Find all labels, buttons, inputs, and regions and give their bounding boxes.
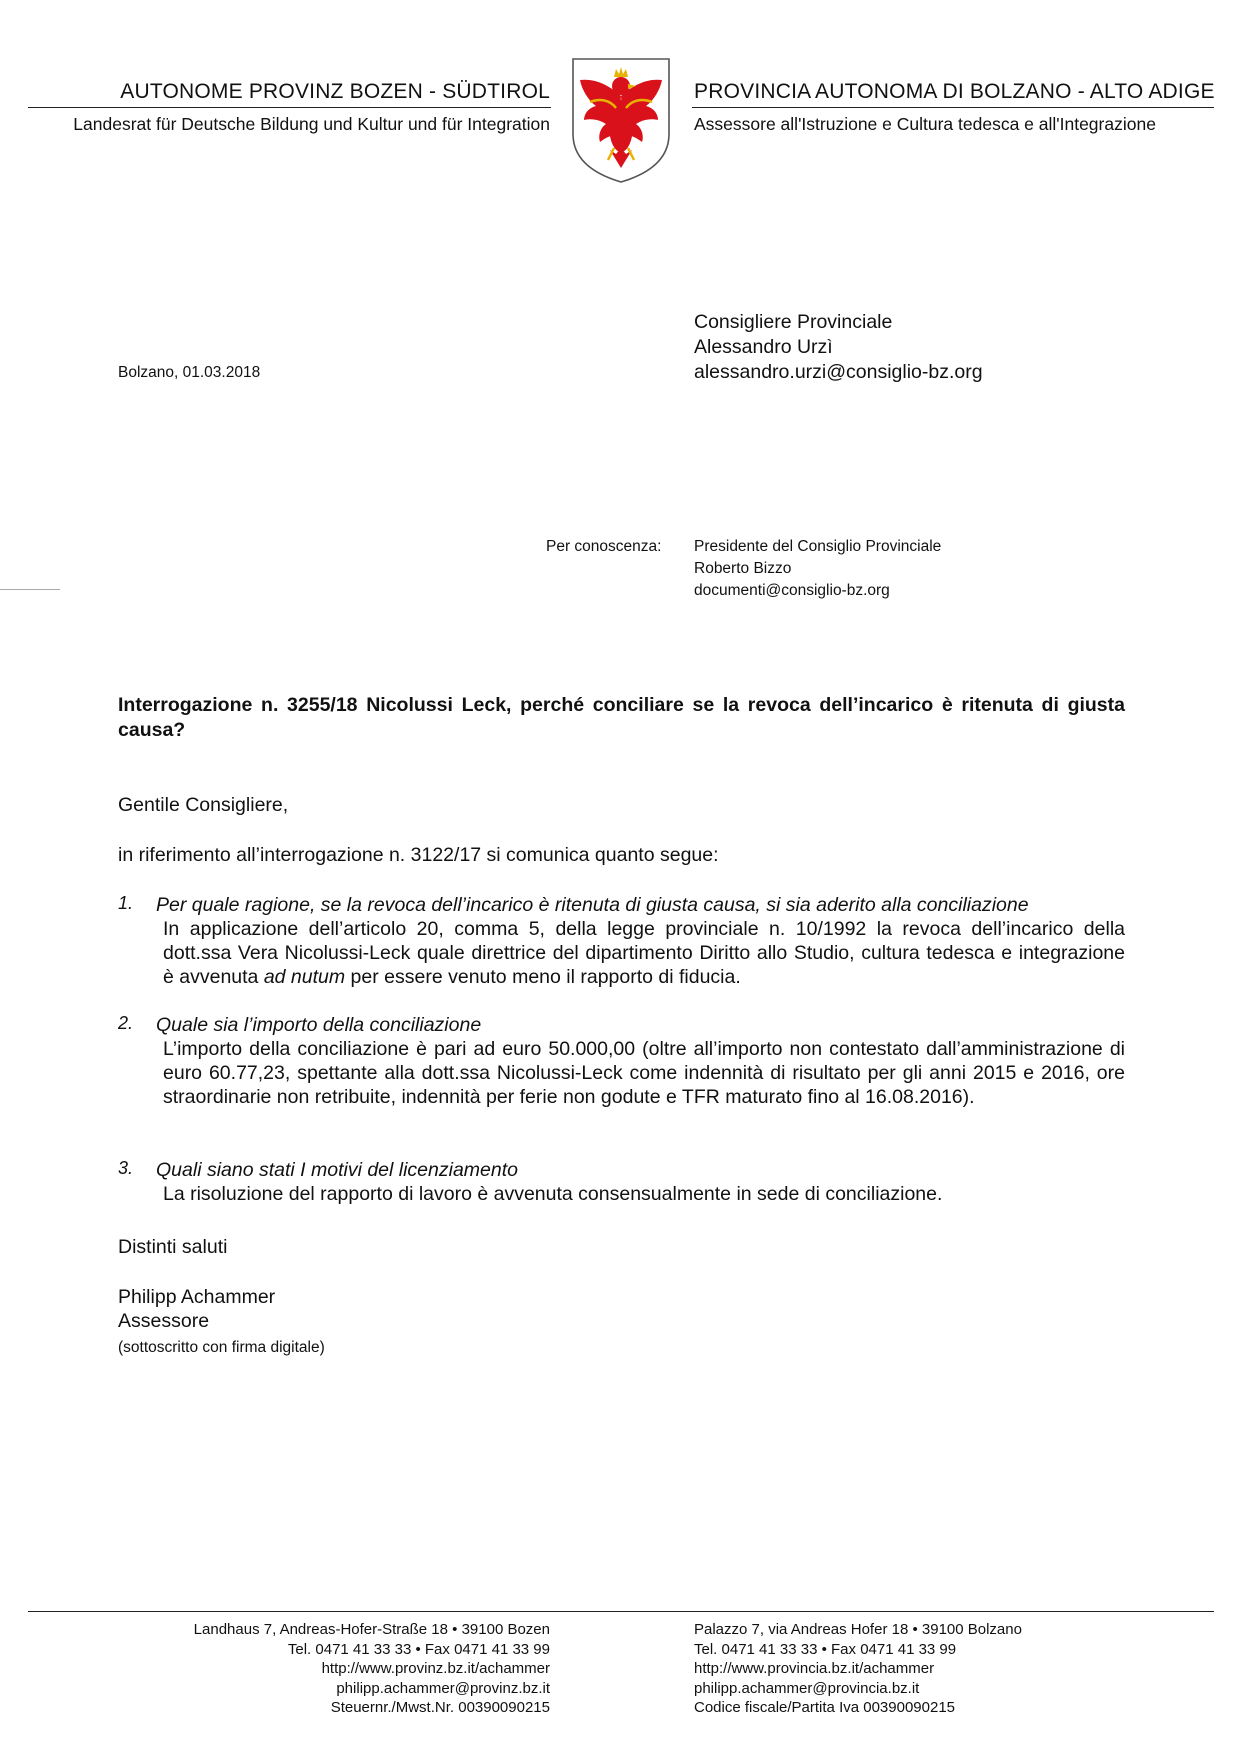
- item-answer: L’importo della conciliazione è pari ad euro 50.000,00 (oltre all’importo non contestato dall’amministrazione di euro 60.77,23, spettante alla dott.ssa Nicolussi-Leck come indennità di risultato per gli anni 2015 e 2016, ore straordinarie non retribuite, indennità per ferie non godute e TFR maturato fino al 16.08.2016).: [163, 1038, 1125, 1108]
- cc-role: Presidente del Consiglio Provinciale: [694, 538, 942, 555]
- intro: in riferimento all’interrogazione n. 3122/17 si comunica quanto segue:: [118, 844, 719, 866]
- header-left-rule: [28, 107, 551, 108]
- item-number: 2.: [118, 1013, 134, 1033]
- signatory-role: Assessore: [118, 1310, 210, 1332]
- item-answer: La risoluzione del rapporto di lavoro è avvenuta consensualmente in sede di conciliazione.: [163, 1183, 943, 1205]
- footer-left: Landhaus 7, Andreas-Hofer-Straße 18 • 39100 Bozen Tel. 0471 41 33 33 • Fax 0471 41 33 99 http://www.provinz.bz.it/achammer philipp.achammer@provinz.bz.it Steuernr./Mwst.Nr. 00390090215: [193, 1621, 550, 1716]
- signature-block: [118, 1285, 325, 1359]
- cc-block: [694, 536, 941, 602]
- list-item: [118, 1013, 1125, 1109]
- header-left-subtitle: Landesrat für Deutsche Bildung und Kultur und für Integration: [73, 114, 550, 134]
- item-question: Quale sia l’importo della conciliazione: [156, 1014, 482, 1036]
- item-number: 1.: [118, 893, 134, 913]
- list-item: [118, 893, 1125, 989]
- cc-label: Per conoscenza:: [546, 538, 662, 555]
- recipient-role: Consigliere Provinciale: [694, 311, 893, 333]
- place-date: Bolzano, 01.03.2018: [118, 364, 261, 381]
- item-question: Quali siano stati I motivi del licenziamento: [156, 1159, 518, 1181]
- cc-name: Roberto Bizzo: [694, 560, 792, 577]
- recipient-email: alessandro.urzi@consiglio-bz.org: [694, 361, 983, 383]
- item-question: Per quale ragione, se la revoca dell’incarico è ritenuta di giusta causa, si sia aderito alla conciliazione: [156, 894, 1029, 916]
- cc-email: documenti@consiglio-bz.org: [694, 582, 890, 599]
- signatory-name: Philipp Achammer: [118, 1286, 276, 1308]
- recipient-name: Alessandro Urzì: [694, 336, 833, 358]
- list-item: [118, 1158, 1125, 1206]
- closing: Distinti saluti: [118, 1236, 228, 1258]
- footer-rule: [28, 1611, 1214, 1612]
- recipient-block: [694, 310, 983, 385]
- eagle-shield-icon: [570, 56, 672, 184]
- signature-note: (sottoscritto con firma digitale): [118, 1339, 325, 1356]
- item-answer: In applicazione dell’articolo 20, comma 5, della legge provinciale n. 10/1992 la revoca dell’incarico della dott.ssa Vera Nicolussi-Leck quale direttrice del dipartimento Diritto allo Studio, cultura tedesca e integrazione è avvenuta ad nutum per essere venuto meno il rapporto di fiducia.: [163, 918, 1125, 988]
- footer-right: Palazzo 7, via Andreas Hofer 18 • 39100 Bolzano Tel. 0471 41 33 33 • Fax 0471 41 33 99 http://www.provincia.bz.it/achammer philipp.achammer@provincia.bz.it Codice fiscale/Partita Iva 00390090215: [694, 1621, 1022, 1716]
- coat-of-arms: [570, 56, 672, 184]
- salutation: Gentile Consigliere,: [118, 794, 289, 816]
- header-right-title: PROVINCIA AUTONOMA DI BOLZANO - ALTO ADIGE: [694, 80, 1215, 103]
- header-right-subtitle: Assessore all'Istruzione e Cultura tedesca e all'Integrazione: [694, 114, 1156, 134]
- item-number: 3.: [118, 1158, 134, 1178]
- header-left-title: AUTONOME PROVINZ BOZEN - SÜDTIROL: [120, 80, 550, 103]
- subject: Interrogazione n. 3255/18 Nicolussi Leck, perché conciliare se la revoca dell’incarico è ritenuta di giusta causa?: [118, 694, 1125, 741]
- header-right-rule: [692, 107, 1214, 108]
- fold-mark: [0, 589, 60, 590]
